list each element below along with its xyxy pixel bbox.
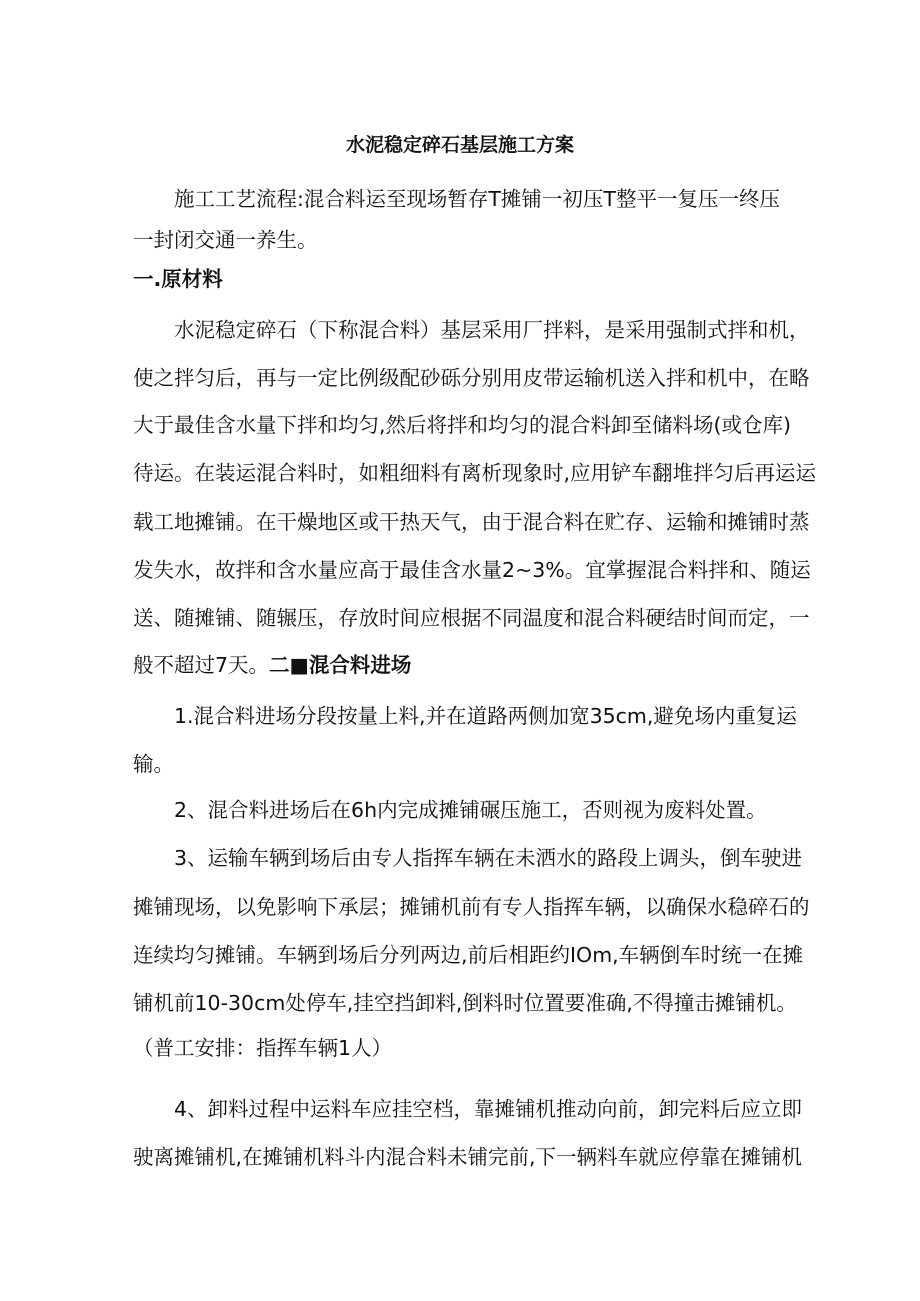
- paragraph-line-end: 般不超过7天。: [133, 653, 270, 677]
- document-title: 水泥稳定碎石基层施工方案: [345, 134, 574, 156]
- section-heading-raw-materials: 一.原材料: [133, 267, 223, 291]
- item-3-line-1: 3、运输车辆到场后由专人指挥车辆在未洒水的路段上调头，倒车驶进: [174, 846, 803, 870]
- process-line-2: 一封闭交通一养生。: [133, 228, 318, 252]
- paragraph-line: 送、随摊铺、随辗压，存放时间应根据不同温度和混合料硬结时间而定，一: [133, 606, 810, 630]
- paragraph-line: 待运。在装运混合料时，如粗细料有离析现象时,应用铲车翻堆拌匀后再运运: [133, 461, 817, 485]
- paragraph-line: 使之拌匀后，再与一定比例级配砂砾分别用皮带运输机送入拌和机中，在略: [133, 366, 810, 390]
- item-4-line-1: 4、卸料过程中运料车应挂空档，靠摊铺机推动向前，卸完料后应立即: [174, 1097, 803, 1121]
- paragraph-line: 发失水，故拌和含水量应高于最佳含水量2~3%。宜掌握混合料拌和、随运: [133, 558, 811, 582]
- paragraph-line: 大于最佳含水量下拌和均匀,然后将拌和均匀的混合料卸至储料场(或仓库): [133, 413, 792, 437]
- item-2-line: 2、混合料进场后在6h内完成摊铺碾压施工，否则视为废料处置。: [174, 798, 767, 822]
- item-1-line-1: 1.混合料进场分段按量上料,并在道路两侧加宽35cm,避免场内重复运: [174, 704, 797, 728]
- item-3-line-2: 摊铺现场，以免影响下承层；摊铺机前有专人指挥车辆，以确保水稳碎石的: [133, 895, 810, 919]
- paragraph-line-with-heading: [133, 651, 411, 679]
- item-4-line-2: 驶离摊铺机,在摊铺机料斗内混合料未铺完前,下一辆料车就应停靠在摊铺机: [133, 1145, 803, 1169]
- process-line-1: 施工工艺流程:混合料运至现场暂存T摊铺一初压T整平一复压一终压: [174, 187, 780, 211]
- paragraph-line: 载工地摊铺。在干燥地区或干热天气，由于混合料在贮存、运输和摊铺时蒸: [133, 510, 810, 534]
- section-heading-mix-entry: 二■混合料进场: [269, 653, 412, 677]
- item-3-note: （普工安排：指挥车辆1人）: [133, 1036, 393, 1060]
- item-3-line-3: 连续均匀摊铺。车辆到场后分列两边,前后相距约IOm,车辆倒车时统一在摊: [133, 943, 804, 967]
- item-3-line-4: 铺机前10-30cm处停车,挂空挡卸料,倒料时位置要准确,不得撞击摊铺机。: [133, 991, 797, 1015]
- paragraph-line: 水泥稳定碎石（下称混合料）基层采用厂拌料，是采用强制式拌和机，: [174, 318, 810, 342]
- item-1-line-2: 输。: [133, 752, 174, 776]
